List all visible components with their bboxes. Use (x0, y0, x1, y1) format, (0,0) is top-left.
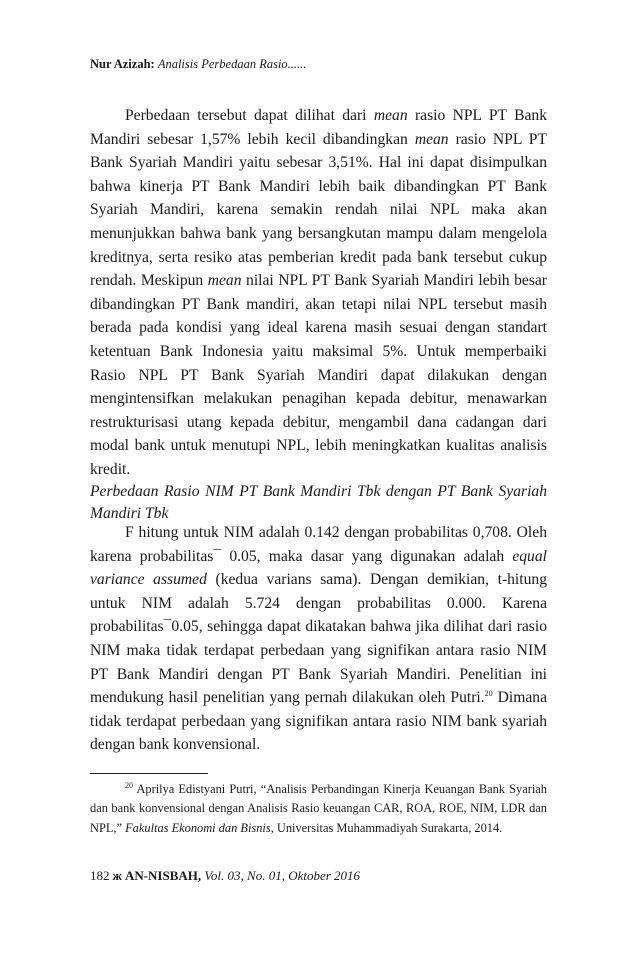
page-footer (90, 868, 360, 884)
footnote-faculty: Fakultas Ekonomi dan Bisnis (125, 820, 271, 835)
text-run: F hitung untuk NIM adalah 0.142 dengan probabilitas 0,708. Oleh karena probabilitas (90, 524, 547, 565)
running-head-author: Nur Azizah: (90, 57, 155, 71)
footnote-text: Aprilya Edistyani Putri, “Analisis Perbandingan Kinerja Keuangan Bank Syariah dan bank konvensional dengan Analisis Rasio keuangan CAR, ROA, ROE, NIM, LDR dan NPL,” (90, 782, 547, 835)
footnote-divider (90, 773, 208, 774)
text-run: Perbedaan tersebut dapat dilihat dari (125, 107, 374, 124)
journal-ornament: ж (112, 868, 122, 883)
text-run: 0.05, sehingga dapat dikatakan bahwa jika dilihat dari rasio NIM maka tidak terdapat perbedaan yang signifikan antara rasio NIM PT Bank Mandiri dengan PT Bank Syariah Mandiri. Penelitian ini mendukung hasil penelitian yang pernah dilakukan oleh Putri. (90, 618, 547, 707)
term-mean: mean (414, 130, 449, 148)
text-run: rasio NPL PT Bank Mandiri sebesar 1,57% lebih kecil dibandingkan (90, 107, 547, 148)
footnote-text: , Universitas Muhammadiyah Surakarta, 2014. (270, 820, 503, 835)
footnote-reference[interactable]: 20 (484, 688, 493, 698)
journal-name: AN-NISBAH, (124, 868, 202, 883)
journal-volume: Vol. 03, No. 01, Oktober 2016 (204, 868, 361, 883)
running-head (90, 57, 306, 72)
term-mean: mean (207, 272, 242, 290)
footnote-number: 20 (125, 780, 133, 790)
comparison-symbol: ¯ (163, 618, 172, 636)
footnote (90, 780, 547, 838)
paragraph-npl-comparison (90, 104, 547, 482)
text-run: rasio NPL PT Bank Syariah Mandiri yaitu sebesar 3,51%. Hal ini dapat disimpulkan bahwa kinerja PT Bank Mandiri lebih baik dibandingkan PT Bank Syariah Mandiri, karena semakin rendah nilai NPL maka akan menunjukkan bahwa bank yang bersangkutan mampu dalam mengelola kreditnya, serta resiko atas pemberian kredit pada bank tersebut cukup rendah. Meskipun (90, 130, 547, 290)
term-mean: mean (373, 107, 408, 124)
paragraph-nim-comparison (90, 521, 547, 757)
page-number: 182 (90, 868, 110, 883)
text-run: nilai NPL PT Bank Syariah Mandiri lebih besar dibandingkan PT Bank mandiri, akan tetapi nilai NPL tersebut masih berada pada kondisi yang ideal karena masih sesuai dengan standart ketentuan Bank Indonesia yaitu maksimal 5%. Untuk memperbaiki Rasio NPL PT Bank Syariah Mandiri dapat dilakukan dengan mengintensifkan melakukan penagihan kepada debitur, menawarkan restrukturisasi utang kepada debitur, mengambil dana cadangan dari modal bank untuk menutupi NPL, lebih meningkatkan kualitas analisis kredit. (90, 272, 547, 478)
text-run: Dimana tidak terdapat perbedaan yang signifikan antara rasio NIM bank syariah dengan bank konvensional. (90, 689, 548, 754)
comparison-symbol: ¯ (213, 547, 222, 565)
text-run: 0.05, maka dasar yang digunakan adalah (221, 547, 513, 565)
running-head-title: Analisis Perbedaan Rasio...... (157, 57, 307, 71)
term-equal-variance: equal variance assumed (90, 547, 547, 589)
section-heading: Perbedaan Rasio NIM PT Bank Mandiri Tbk dengan PT Bank Syariah Mandiri Tbk (90, 483, 547, 522)
text-run: (kedua varians sama). Dengan demikian, t-hitung untuk NIM adalah 5.724 dengan probabilitas 0.000. Karena probabilitas (90, 571, 547, 636)
